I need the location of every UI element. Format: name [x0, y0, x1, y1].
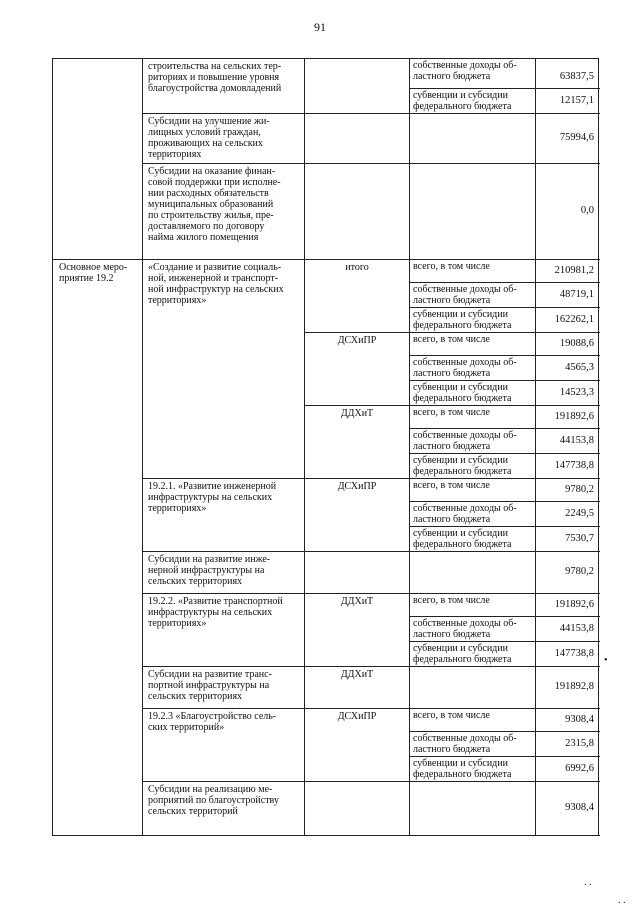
funding-source-cell-line: федерального бюджета: [413, 539, 512, 550]
description-cell-line: нерной инфраструктуры на: [148, 565, 265, 576]
margin-mark: . .: [618, 895, 626, 906]
table-rule: [535, 593, 600, 594]
table-rule: [409, 113, 536, 114]
executor-cell: [307, 481, 407, 492]
table-rule: [409, 332, 536, 333]
description-cell: [148, 61, 300, 94]
funding-source-cell-line: федерального бюджета: [413, 769, 512, 780]
funding-source-cell-line: ластного бюджета: [413, 629, 491, 640]
description-cell-line: роприятий по благоустройству: [148, 795, 279, 806]
funding-source-cell-line: собственные доходы об-: [413, 284, 517, 295]
executor-cell: [307, 335, 407, 346]
table-rule: [409, 453, 536, 454]
description-cell-line: лищных условий граждан,: [148, 127, 261, 138]
funding-source-cell: [413, 643, 533, 665]
table-rule: [409, 307, 536, 308]
table-rule: [409, 282, 536, 283]
funding-source-cell-line: субвенции и субсидии: [413, 309, 508, 320]
description-cell: [148, 784, 300, 817]
funding-source-cell-line: собственные доходы об-: [413, 60, 517, 71]
table-rule: [535, 58, 536, 836]
funding-source-cell: [413, 430, 533, 452]
funding-source-cell-line: ластного бюджета: [413, 295, 491, 306]
amount-cell-line: 9308,4: [565, 802, 594, 813]
table-rule: [535, 113, 600, 114]
funding-source-cell-line: федерального бюджета: [413, 466, 512, 477]
table-rule: [52, 58, 599, 59]
funding-source-cell-line: всего, в том числе: [413, 334, 490, 345]
funding-source-cell-line: субвенции и субсидии: [413, 382, 508, 393]
amount-cell-line: 7530,7: [565, 532, 594, 544]
amount-cell: [537, 387, 594, 398]
description-cell-line: инфраструктуры на сельских: [148, 492, 273, 503]
funding-source-cell: [413, 334, 533, 345]
table-rule: [304, 405, 410, 406]
amount-cell-line: 75994,6: [559, 132, 594, 143]
description-cell-line: нии расходных обязательств: [148, 188, 269, 199]
page-number: 91: [314, 20, 326, 34]
table-rule: [535, 756, 600, 757]
table-rule: [409, 641, 536, 642]
table-rule: [409, 781, 536, 782]
description-cell-line: 19.2.1. «Развитие инженерной: [148, 481, 277, 492]
funding-source-cell-line: субвенции и субсидии: [413, 758, 508, 769]
description-cell: [148, 166, 300, 243]
funding-source-cell-line: субвенции и субсидии: [413, 643, 508, 654]
table-rule: [409, 355, 536, 356]
amount-cell-line: 191892,6: [554, 410, 594, 422]
description-cell-line: доставляемого по договору: [148, 221, 265, 232]
funding-source-cell-line: субвенции и субсидии: [413, 90, 508, 101]
description-cell-line: ских территорий»: [148, 722, 225, 733]
funding-source-cell: [413, 90, 533, 112]
funding-source-cell-line: федерального бюджета: [413, 320, 512, 331]
amount-cell-line: 2249,5: [565, 507, 594, 519]
table-rule: [142, 113, 305, 114]
amount-cell-line: 44153,8: [559, 434, 594, 446]
description-cell-line: Субсидии на реализацию ме-: [148, 784, 273, 795]
table-rule: [535, 405, 600, 406]
description-cell-line: портной инфраструктуры на: [148, 680, 270, 691]
funding-source-cell: [413, 710, 533, 721]
funding-source-cell: [413, 595, 533, 606]
amount-cell-line: 2315,8: [565, 737, 594, 749]
funding-source-cell: [413, 733, 533, 755]
activity-cell-line: Основное меро-: [59, 262, 128, 273]
table-rule: [304, 708, 410, 709]
amount-cell: [537, 714, 594, 725]
amount-cell: [537, 435, 594, 446]
description-cell: [148, 711, 300, 733]
funding-source-cell-line: федерального бюджета: [413, 101, 512, 112]
amount-cell-line: 0,0: [580, 205, 594, 216]
description-cell-line: строительства на сельских тер-: [148, 61, 282, 72]
amount-cell: [537, 681, 594, 692]
table-rule: [409, 835, 536, 836]
table-rule: [304, 593, 410, 594]
description-cell-line: совой поддержки при исполне-: [148, 177, 281, 188]
table-rule: [535, 641, 600, 642]
description-cell-line: ной, инженерной и транспорт-: [148, 273, 279, 284]
amount-cell-line: 147738,8: [554, 459, 594, 471]
amount-cell-line: 48719,1: [559, 288, 594, 300]
table-rule: [535, 526, 600, 527]
table-rule: [409, 259, 536, 260]
table-rule: [409, 88, 536, 89]
table-rule: [142, 666, 305, 667]
table-rule: [535, 501, 600, 502]
amount-cell: [537, 508, 594, 519]
funding-source-cell-line: всего, в том числе: [413, 261, 490, 272]
amount-cell-line: 63837,5: [559, 71, 594, 82]
amount-cell: [537, 411, 594, 422]
description-cell-line: риториях и повышение уровня: [148, 72, 280, 83]
table-rule: [535, 551, 600, 552]
description-cell-line: найма жилого помещения: [148, 232, 259, 243]
table-rule: [304, 113, 410, 114]
funding-source-cell: [413, 758, 533, 780]
table-rule: [409, 428, 536, 429]
funding-source-cell-line: федерального бюджета: [413, 393, 512, 404]
amount-cell: [537, 338, 594, 349]
amount-cell: [537, 533, 594, 544]
amount-cell: [537, 265, 594, 276]
funding-source-cell-line: всего, в том числе: [413, 710, 490, 721]
table-rule: [142, 835, 305, 836]
description-cell-line: территориях»: [148, 295, 207, 306]
funding-source-cell-line: собственные доходы об-: [413, 503, 517, 514]
table-rule: [304, 835, 410, 836]
description-cell-line: по строительству жилья, пре-: [148, 210, 274, 221]
funding-source-cell-line: собственные доходы об-: [413, 430, 517, 441]
executor-cell-line: ДСХиПР: [337, 481, 377, 492]
amount-cell: [537, 289, 594, 300]
table-rule: [304, 551, 410, 552]
amount-cell: [537, 763, 594, 774]
amount-cell: [537, 648, 594, 659]
funding-source-cell: [413, 284, 533, 306]
description-cell-line: территориях: [148, 149, 202, 160]
table-rule: [535, 478, 600, 479]
table-rule: [142, 593, 305, 594]
amount-cell-line: 4565,3: [565, 361, 594, 373]
executor-cell-line: ДДХиТ: [340, 669, 374, 680]
executor-cell: [307, 596, 407, 607]
executor-cell: [307, 711, 407, 722]
executor-cell: [307, 262, 407, 273]
amount-cell-line: 44153,8: [559, 622, 594, 634]
funding-source-cell-line: ластного бюджета: [413, 441, 491, 452]
amount-cell: [537, 205, 594, 216]
table-rule: [409, 58, 410, 836]
amount-cell: [537, 71, 594, 82]
amount-cell: [537, 314, 594, 325]
table-rule: [409, 478, 536, 479]
description-cell-line: сельских территориях: [148, 576, 243, 587]
table-rule: [535, 781, 600, 782]
budget-table: [52, 58, 599, 839]
description-cell: [148, 481, 300, 514]
description-cell-line: 19.2.3 «Благоустройство сель-: [148, 711, 277, 722]
table-rule: [535, 666, 600, 667]
description-cell: [148, 262, 300, 306]
table-rule: [409, 526, 536, 527]
amount-cell: [537, 362, 594, 373]
table-rule: [304, 478, 410, 479]
funding-source-cell-line: всего, в том числе: [413, 595, 490, 606]
table-rule: [535, 332, 600, 333]
funding-source-cell-line: федерального бюджета: [413, 654, 512, 665]
description-cell-line: проживающих на сельских: [148, 138, 263, 149]
amount-cell: [537, 460, 594, 471]
amount-cell-line: 6992,6: [565, 762, 594, 774]
amount-cell-line: 162262,1: [554, 313, 594, 325]
amount-cell-line: 9780,2: [565, 483, 594, 495]
description-cell-line: территориях»: [148, 503, 207, 514]
table-rule: [304, 781, 410, 782]
funding-source-cell: [413, 618, 533, 640]
table-rule: [535, 731, 600, 732]
executor-cell-line: ДДХиТ: [340, 408, 374, 419]
description-cell-line: муниципальных образований: [148, 199, 274, 210]
table-rule: [535, 616, 600, 617]
table-rule: [142, 478, 305, 479]
amount-cell-line: 19088,6: [559, 337, 594, 349]
table-rule: [142, 551, 305, 552]
table-rule: [142, 58, 143, 836]
executor-cell: [307, 669, 407, 680]
amount-cell: [537, 566, 594, 577]
amount-cell-line: 12157,1: [559, 94, 594, 106]
description-cell-line: сельских территорий: [148, 806, 238, 817]
funding-source-cell-line: ластного бюджета: [413, 514, 491, 525]
table-rule: [535, 88, 600, 89]
table-rule: [409, 666, 536, 667]
funding-source-cell-line: собственные доходы об-: [413, 357, 517, 368]
table-rule: [304, 332, 410, 333]
amount-cell: [537, 738, 594, 749]
amount-cell: [537, 95, 594, 106]
table-rule: [535, 163, 600, 164]
funding-source-cell-line: ластного бюджета: [413, 368, 491, 379]
amount-cell-line: 191892,6: [554, 598, 594, 610]
description-cell-line: благоустройства домовладений: [148, 83, 282, 94]
amount-cell: [537, 623, 594, 634]
table-rule: [52, 259, 143, 260]
funding-source-cell: [413, 357, 533, 379]
table-rule: [409, 380, 536, 381]
description-cell: [148, 116, 300, 160]
funding-source-cell-line: субвенции и субсидии: [413, 455, 508, 466]
table-rule: [598, 58, 599, 836]
table-rule: [535, 259, 600, 260]
activity-cell-line: приятие 19.2: [59, 273, 114, 284]
table-rule: [535, 453, 600, 454]
table-rule: [409, 163, 536, 164]
funding-source-cell: [413, 480, 533, 491]
amount-cell-line: 191892,8: [554, 681, 594, 692]
table-rule: [535, 355, 600, 356]
funding-source-cell-line: собственные доходы об-: [413, 733, 517, 744]
amount-cell-line: 14523,3: [559, 386, 594, 398]
table-rule: [535, 282, 600, 283]
amount-cell: [537, 484, 594, 495]
table-rule: [409, 405, 536, 406]
table-rule: [409, 501, 536, 502]
description-cell-line: Субсидии на улучшение жи-: [148, 116, 270, 127]
executor-cell-line: ДДХиТ: [340, 596, 374, 607]
funding-source-cell-line: собственные доходы об-: [413, 618, 517, 629]
funding-source-cell: [413, 261, 533, 272]
funding-source-cell: [413, 60, 533, 82]
table-rule: [142, 781, 305, 782]
amount-cell: [537, 599, 594, 610]
description-cell-line: инфраструктуры на сельских: [148, 607, 273, 618]
table-rule: [409, 616, 536, 617]
amount-cell-line: 9308,4: [565, 713, 594, 725]
description-cell-line: Субсидии на развитие транс-: [148, 669, 272, 680]
funding-source-cell-line: субвенции и субсидии: [413, 528, 508, 539]
amount-cell-line: 9780,2: [565, 566, 594, 577]
funding-source-cell-line: ластного бюджета: [413, 71, 491, 82]
table-rule: [409, 593, 536, 594]
funding-source-cell-line: всего, в том числе: [413, 480, 490, 491]
description-cell-line: Субсидии на развитие инже-: [148, 554, 271, 565]
funding-source-cell-line: ластного бюджета: [413, 744, 491, 755]
amount-cell-line: 210981,2: [554, 264, 594, 276]
amount-cell: [537, 132, 594, 143]
table-rule: [409, 551, 536, 552]
description-cell-line: ной инфраструктур на сельских: [148, 284, 284, 295]
executor-cell-line: ДСХиПР: [337, 335, 377, 346]
executor-cell: [307, 408, 407, 419]
amount-cell-line: 147738,8: [554, 647, 594, 659]
table-rule: [409, 756, 536, 757]
description-cell: [148, 554, 300, 587]
executor-cell-line: ДСХиПР: [337, 711, 377, 722]
table-rule: [535, 708, 600, 709]
description-cell-line: Субсидии на оказание финан-: [148, 166, 276, 177]
table-rule: [535, 307, 600, 308]
funding-source-cell: [413, 382, 533, 404]
table-rule: [409, 708, 536, 709]
table-rule: [304, 259, 410, 260]
amount-cell: [537, 802, 594, 813]
table-rule: [304, 666, 410, 667]
table-rule: [409, 731, 536, 732]
funding-source-cell: [413, 407, 533, 418]
description-cell-line: территориях»: [148, 618, 207, 629]
margin-mark: •: [604, 655, 608, 666]
table-rule: [142, 708, 305, 709]
description-cell-line: сельских территориях: [148, 691, 243, 702]
funding-source-cell: [413, 503, 533, 525]
funding-source-cell-line: всего, в том числе: [413, 407, 490, 418]
funding-source-cell: [413, 455, 533, 477]
table-rule: [304, 58, 305, 836]
description-cell-line: «Создание и развитие социаль-: [148, 262, 282, 273]
description-cell: [148, 596, 300, 629]
activity-cell: [59, 262, 134, 284]
table-rule: [304, 163, 410, 164]
table-rule: [142, 163, 305, 164]
funding-source-cell: [413, 309, 533, 331]
executor-cell-line: итого: [345, 262, 369, 273]
table-rule: [535, 380, 600, 381]
funding-source-cell: [413, 528, 533, 550]
description-cell-line: 19.2.2. «Развитие транспортной: [148, 596, 283, 607]
table-rule: [535, 428, 600, 429]
table-rule: [535, 835, 600, 836]
table-rule: [142, 259, 305, 260]
table-rule: [52, 835, 143, 836]
margin-mark: . .: [584, 877, 592, 888]
table-rule: [52, 58, 53, 836]
description-cell: [148, 669, 300, 702]
